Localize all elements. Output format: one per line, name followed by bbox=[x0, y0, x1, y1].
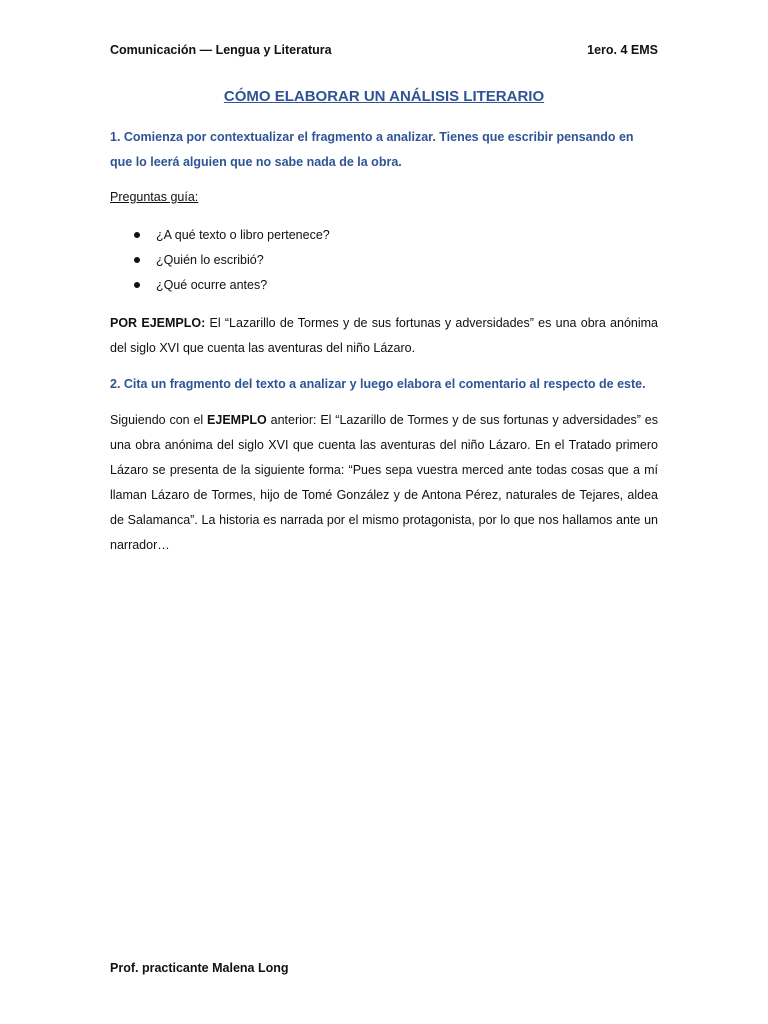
document-title bbox=[110, 88, 658, 105]
example-2-text: anterior: El “Lazarillo de Tormes y de sus fortunas y adversidades” es una obra anónima del siglo XVI que cuenta las aventuras del niño Lázaro. En el Tratado primero Lázaro se presenta de la siguiente forma: “Pues sepa vuestra merced ante todas cosas que a mí llaman Lázaro de Tormes, hijo de Tomé González y de Antona Pérez, naturales de Tejares, aldea de Salamanca”. La historia es narrada por el mismo protagonista, por lo que nos hallamos ante un narrador… bbox=[110, 413, 658, 552]
page-header bbox=[110, 43, 658, 57]
list-item bbox=[110, 273, 330, 298]
bullet-icon bbox=[134, 282, 140, 288]
guide-questions-list bbox=[110, 223, 330, 298]
step-2-heading: 2. Cita un fragmento del texto a analizar y luego elabora el comentario al respecto de este. bbox=[110, 377, 646, 391]
example-2-prefix: Siguiendo con el bbox=[110, 413, 208, 427]
document-title-text: CÓMO ELABORAR UN ANÁLISIS LITERARIO bbox=[223, 88, 545, 105]
example-1-paragraph bbox=[110, 311, 658, 361]
guide-questions-label: Preguntas guía: bbox=[110, 190, 199, 204]
step-1-heading: 1. Comienza por contextualizar el fragmento a analizar. Tienes que escribir pensando en que lo leerá alguien que no sabe nada de la obra. bbox=[110, 130, 634, 169]
document-page bbox=[110, 0, 658, 1024]
question-text: ¿A qué texto o libro pertenece? bbox=[156, 228, 330, 242]
example-2-paragraph bbox=[110, 408, 658, 558]
example-1-text: El “Lazarillo de Tormes y de sus fortunas y adversidades” es una obra anónima del siglo XVI que cuenta las aventuras del niño Lázaro. bbox=[110, 316, 658, 355]
question-text: ¿Qué ocurre antes? bbox=[156, 278, 268, 292]
example-1-label: POR EJEMPLO: bbox=[110, 316, 206, 330]
bullet-icon bbox=[134, 257, 140, 263]
page-footer: Prof. practicante Malena Long bbox=[110, 961, 289, 975]
bullet-icon bbox=[134, 232, 140, 238]
header-subject: Comunicación — Lengua y Literatura bbox=[110, 43, 332, 57]
header-course: 1ero. 4 EMS bbox=[587, 43, 658, 57]
question-text: ¿Quién lo escribió? bbox=[156, 253, 264, 267]
list-item bbox=[110, 248, 330, 273]
list-item bbox=[110, 223, 330, 248]
example-2-label: EJEMPLO bbox=[207, 413, 267, 427]
